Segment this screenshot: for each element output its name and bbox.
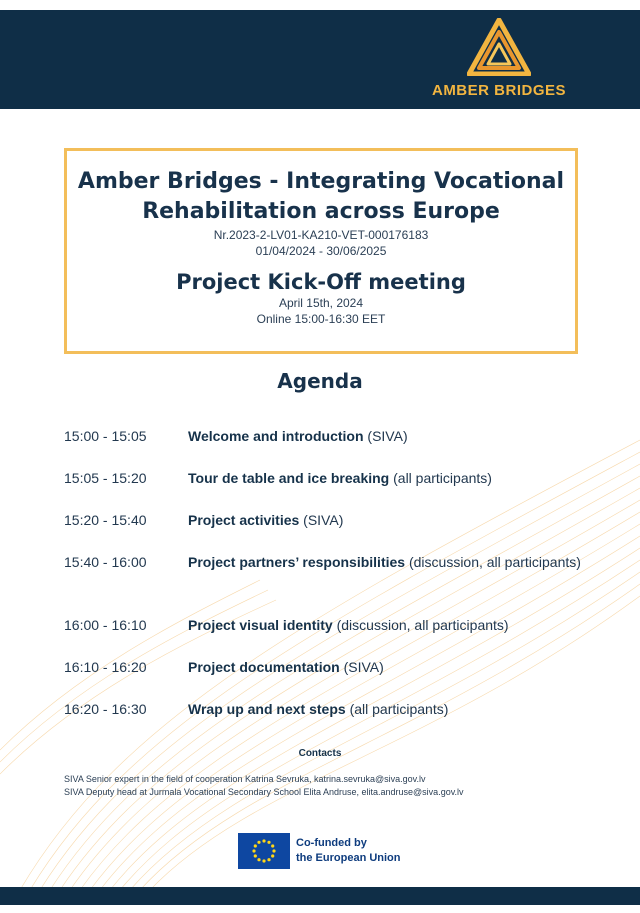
agenda-time: 15:40 - 16:00 (64, 554, 147, 570)
eu-flag-icon (238, 833, 290, 869)
eu-cofunded-badge (238, 833, 438, 869)
project-period: 01/04/2024 - 30/06/2025 (255, 244, 387, 258)
agenda-item-title: Project partners’ responsibilities (188, 554, 406, 570)
contact-line-1: SIVA Senior expert in the field of cooperation Katrina Sevruka, katrina.sevruka@siva.gov.lv (64, 774, 426, 784)
project-title-line1: Amber Bridges - Integrating Vocational (77, 169, 565, 194)
agenda-time: 16:00 - 16:10 (64, 617, 147, 633)
agenda-item-note: (discussion, all participants) (336, 617, 509, 633)
brand-name: AMBER BRIDGES (431, 82, 566, 99)
eu-text-line1: Co-funded by (296, 837, 367, 849)
agenda-description (188, 510, 584, 530)
eu-text-line2: the European Union (296, 852, 401, 864)
meeting-title: Project Kick-Off meeting (176, 270, 466, 294)
contact-line-2: SIVA Deputy head at Jurmala Vocational Secondary School Elita Andruse, elita.andruse@siva.gov.lv (64, 787, 464, 797)
agenda-description (188, 615, 584, 635)
agenda-item-note: (SIVA) (367, 428, 408, 444)
footer-bar (0, 887, 640, 905)
agenda-item-title: Project documentation (188, 659, 340, 675)
agenda-item-title: Project visual identity (188, 617, 333, 633)
agenda-time: 15:00 - 15:05 (64, 428, 147, 444)
agenda-item-title: Project activities (188, 512, 300, 528)
agenda-item-note: (SIVA) (303, 512, 344, 528)
agenda-description (188, 468, 584, 488)
eu-cofunded-text (296, 836, 401, 866)
agenda-time: 16:20 - 16:30 (64, 701, 147, 717)
agenda-item-note: (all participants) (349, 701, 449, 717)
meeting-date: April 15th, 2024 (278, 296, 364, 310)
agenda-description (188, 552, 584, 572)
agenda-time: 15:05 - 15:20 (64, 470, 147, 486)
agenda-item-note: (discussion, all participants) (408, 554, 581, 570)
project-title (67, 167, 575, 227)
agenda-item-title: Wrap up and next steps (188, 701, 346, 717)
agenda-item-note: (SIVA) (343, 659, 384, 675)
contacts-title: Contacts (298, 748, 342, 759)
triangle-logo-icon (467, 18, 531, 76)
header-bar (0, 10, 640, 109)
agenda-time: 16:10 - 16:20 (64, 659, 147, 675)
agenda-description (188, 699, 584, 719)
project-number: Nr.2023-2-LV01-KA210-VET-000176183 (213, 228, 429, 242)
agenda-description (188, 426, 584, 446)
amber-bridges-logo (424, 18, 574, 104)
decorative-wave-lines (0, 420, 640, 890)
agenda-item-title: Welcome and introduction (188, 428, 364, 444)
meeting-time: Online 15:00-16:30 EET (256, 312, 386, 326)
project-info-box (64, 148, 578, 354)
agenda-time: 15:20 - 15:40 (64, 512, 147, 528)
agenda-description (188, 657, 584, 677)
agenda-item-title: Tour de table and ice breaking (188, 470, 390, 486)
project-title-line2: Rehabilitation across Europe (142, 199, 500, 224)
agenda-item-note: (all participants) (393, 470, 492, 486)
agenda-title: Agenda (277, 369, 363, 393)
